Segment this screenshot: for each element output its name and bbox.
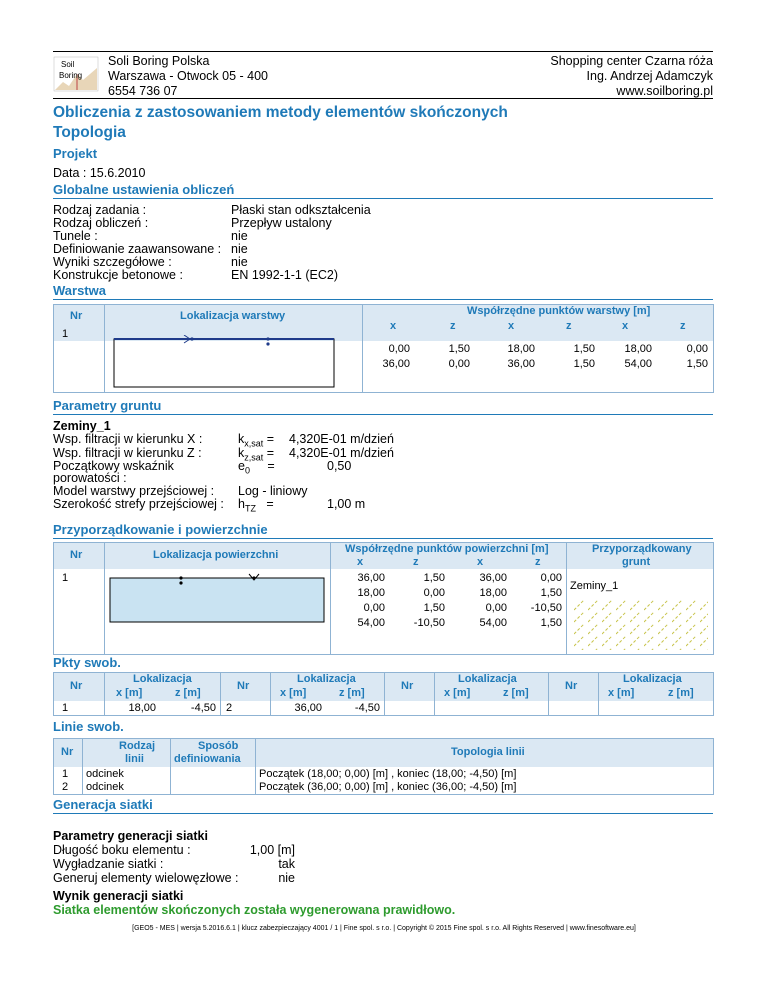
col-coordinates: Współrzędne punktów warstwy [m] (467, 305, 651, 317)
setting-value: nie (231, 242, 248, 256)
setting-label: Rodzaj obliczeń : (53, 216, 149, 230)
cell: 0,00 (363, 602, 385, 614)
cell: 1,50 (573, 343, 595, 355)
cell: 18,00 (128, 702, 156, 714)
company-name: Soli Boring Polska (108, 54, 210, 68)
cell: 1,50 (448, 343, 470, 355)
mesh-param-value: tak (278, 857, 295, 871)
param-symbol: $k_{z,sat}$ = (238, 446, 275, 463)
col-divider (82, 738, 83, 794)
col-nr: Nr (61, 746, 74, 758)
param-value: 4,320E-01 m/dzień (289, 446, 394, 460)
row-nr: 2 (62, 781, 69, 793)
free-lines-heading: Linie swob. (53, 719, 124, 734)
topology-title: Topologia (53, 124, 126, 141)
section-divider (53, 299, 713, 300)
param-symbol: $e_0$ = (238, 459, 275, 476)
company-website: www.soilboring.pl (616, 84, 713, 98)
param-value: 4,320E-01 m/dzień (289, 432, 394, 446)
soil-assigned-name: Zeminy_1 (570, 580, 619, 592)
col-z: z [m] (339, 687, 365, 699)
col-divider (548, 672, 549, 715)
cell: -4,50 (190, 702, 216, 714)
section-divider (53, 198, 713, 199)
col-divider (598, 672, 599, 715)
project-name: Shopping center Czarna róża (550, 54, 713, 68)
col-x: x (477, 556, 484, 568)
cell: 36,00 (294, 702, 322, 714)
company-phone: 6554 736 07 (108, 84, 178, 98)
cell: 0,00 (686, 343, 708, 355)
param-value: 0,50 (327, 459, 352, 473)
param-label: Model warstwy przejściowej : (53, 484, 215, 498)
cell: 36,00 (507, 358, 535, 370)
col-nr: Nr (70, 549, 83, 561)
col-divider (566, 542, 567, 654)
col-nr: Nr (70, 680, 83, 692)
mesh-param-value: nie (278, 871, 295, 885)
mesh-params-title: Parametry generacji siatki (53, 829, 208, 843)
cell: -10,50 (413, 617, 445, 629)
projekt-heading: Projekt (53, 146, 98, 161)
col-line-type: Rodzaj (119, 740, 156, 752)
cell: 1,50 (540, 587, 562, 599)
col-nr: Nr (565, 680, 578, 692)
col-x: x [m] (116, 687, 143, 699)
cell: 36,00 (382, 358, 410, 370)
mesh-param-label: Wygładzanie siatki : (53, 857, 164, 871)
col-definition: Sposób (198, 740, 239, 752)
col-z: z (413, 556, 419, 568)
cell: 18,00 (507, 343, 535, 355)
cell: 18,00 (357, 587, 385, 599)
col-divider (170, 738, 171, 794)
setting-label: Wyniki szczegółowe : (53, 255, 172, 269)
cell: 0,00 (485, 602, 507, 614)
cell: 0,00 (388, 343, 410, 355)
col-location: Lokalizacja (297, 673, 356, 685)
setting-value: Płaski stan odkształcenia (231, 203, 371, 217)
mesh-heading: Generacja siatki (53, 797, 153, 812)
cell: 54,00 (479, 617, 507, 629)
warstwa-heading: Warstwa (53, 283, 106, 298)
col-z: z [m] (668, 687, 694, 699)
cell: 1,50 (573, 358, 595, 370)
cell: 54,00 (624, 358, 652, 370)
setting-value: Przepływ ustalony (231, 216, 332, 230)
main-title: Obliczenia z zastosowaniem metody elementów skończonych (53, 104, 508, 121)
col-soil-2: grunt (622, 556, 651, 568)
setting-value: EN 1992-1-1 (EC2) (231, 268, 338, 282)
col-location: Lokalizacja warstwy (180, 310, 286, 322)
col-divider (220, 672, 221, 715)
param-label: Wsp. filtracji w kierunku X : (53, 432, 203, 446)
col-soil: Przyporządkowany (592, 543, 692, 555)
col-nr: Nr (401, 680, 414, 692)
param-value: Log - liniowy (238, 484, 308, 498)
mesh-result-message: Siatka elementów skończonych została wygenerowana prawidłowo. (53, 903, 456, 917)
row-nr: 1 (62, 768, 69, 780)
col-nr: Nr (70, 310, 83, 322)
col-definition-2: definiowania (174, 753, 241, 765)
col-line-type-2: linii (125, 753, 144, 765)
col-divider (255, 738, 256, 794)
cell: 0,00 (540, 572, 562, 584)
col-divider (104, 542, 105, 654)
row-nr: 2 (226, 702, 233, 714)
soil-name: Zeminy_1 (53, 419, 111, 433)
col-divider (384, 672, 385, 715)
soil-hatch-pattern (574, 600, 708, 650)
mesh-param-label: Długość boku elementu : (53, 843, 191, 857)
col-location: Lokalizacja (133, 673, 192, 685)
col-x: x (390, 320, 397, 332)
col-location: Lokalizacja powierzchni (153, 549, 279, 561)
param-symbol: $k_{x,sat}$ = (238, 432, 275, 449)
param-value: 1,00 m (327, 497, 366, 511)
col-x: x (357, 556, 364, 568)
logo-text-1: Soil (61, 60, 75, 69)
layer-geometry-diagram (110, 335, 350, 390)
logo-text-2: Boring (59, 71, 83, 80)
line-topology: Początek (18,00; 0,00) [m] , koniec (18,00; -4,50) [m] (259, 768, 517, 780)
cell: 0,00 (448, 358, 470, 370)
setting-label: Konstrukcje betonowe : (53, 268, 183, 282)
setting-label: Rodzaj zadania : (53, 203, 147, 217)
col-x: x (622, 320, 629, 332)
cell: 0,00 (423, 587, 445, 599)
param-label: Wsp. filtracji w kierunku Z : (53, 446, 202, 460)
col-coordinates: Współrzędne punktów powierzchni [m] (345, 543, 549, 555)
col-z: z [m] (503, 687, 529, 699)
col-z: z (450, 320, 456, 332)
param-label-cont: porowatości : (53, 471, 127, 485)
line-type: odcinek (86, 768, 124, 780)
param-label: Szerokość strefy przejściowej : (53, 497, 224, 511)
section-divider (53, 813, 713, 814)
cell: 1,50 (423, 602, 445, 614)
mesh-param-value: 1,00 [m] (249, 843, 295, 857)
mesh-param-label: Generuj elementy wielowęzłowe : (53, 871, 239, 885)
col-z: z (535, 556, 541, 568)
cell: 18,00 (624, 343, 652, 355)
col-divider (434, 672, 435, 715)
setting-label: Definiowanie zaawansowane : (53, 242, 222, 256)
cell: 1,50 (540, 617, 562, 629)
mesh-result-title: Wynik generacji siatki (53, 889, 184, 903)
col-z: z (566, 320, 572, 332)
free-points-heading: Pkty swob. (53, 655, 121, 670)
col-topology: Topologia linii (451, 746, 525, 758)
cell: 36,00 (479, 572, 507, 584)
setting-label: Tunele : (53, 229, 98, 243)
company-address: Warszawa - Otwock 05 - 400 (108, 69, 269, 83)
col-z: z [m] (175, 687, 201, 699)
setting-value: nie (231, 229, 248, 243)
surface-geometry-diagram (106, 572, 328, 626)
cell: 18,00 (479, 587, 507, 599)
cell: 1,50 (686, 358, 708, 370)
section-divider (53, 538, 713, 539)
param-symbol: $h_{TZ}$ = (238, 497, 274, 514)
col-location: Lokalizacja (458, 673, 517, 685)
footer-copyright: [GEO5 - MES | wersja 5.2016.6.1 | klucz zabezpieczający 4001 / 1 | Fine spol. s r.o. | Copyright © 2015 Fine spol. s r.o. All Rights Reserved | www.finesoftware.eu] (132, 925, 636, 932)
row-nr: 1 (62, 572, 69, 584)
global-settings-heading: Globalne ustawienia obliczeń (53, 182, 235, 197)
row-nr: 1 (62, 328, 69, 340)
soil-params-heading: Parametry gruntu (53, 398, 162, 413)
line-type: odcinek (86, 781, 124, 793)
project-date: Data : 15.6.2010 (53, 166, 146, 180)
col-x: x (508, 320, 515, 332)
param-label: Początkowy wskaźnik (53, 459, 174, 473)
cell: 1,50 (423, 572, 445, 584)
cell: -4,50 (354, 702, 380, 714)
col-x: x [m] (280, 687, 307, 699)
section-divider (53, 414, 713, 415)
row-nr: 1 (62, 702, 69, 714)
company-logo (53, 56, 99, 92)
engineer-name: Ing. Andrzej Adamczyk (586, 69, 713, 83)
col-nr: Nr (237, 680, 250, 692)
col-location: Lokalizacja (623, 673, 682, 685)
cell: 36,00 (357, 572, 385, 584)
line-topology: Początek (36,00; 0,00) [m] , koniec (36,00; -4,50) [m] (259, 781, 517, 793)
cell: 54,00 (357, 617, 385, 629)
setting-value: nie (231, 255, 248, 269)
col-divider (104, 304, 105, 392)
cell: -10,50 (530, 602, 562, 614)
col-z: z (680, 320, 686, 332)
col-x: x [m] (444, 687, 471, 699)
col-x: x [m] (608, 687, 635, 699)
assignment-heading: Przyporządkowanie i powierzchnie (53, 522, 268, 537)
